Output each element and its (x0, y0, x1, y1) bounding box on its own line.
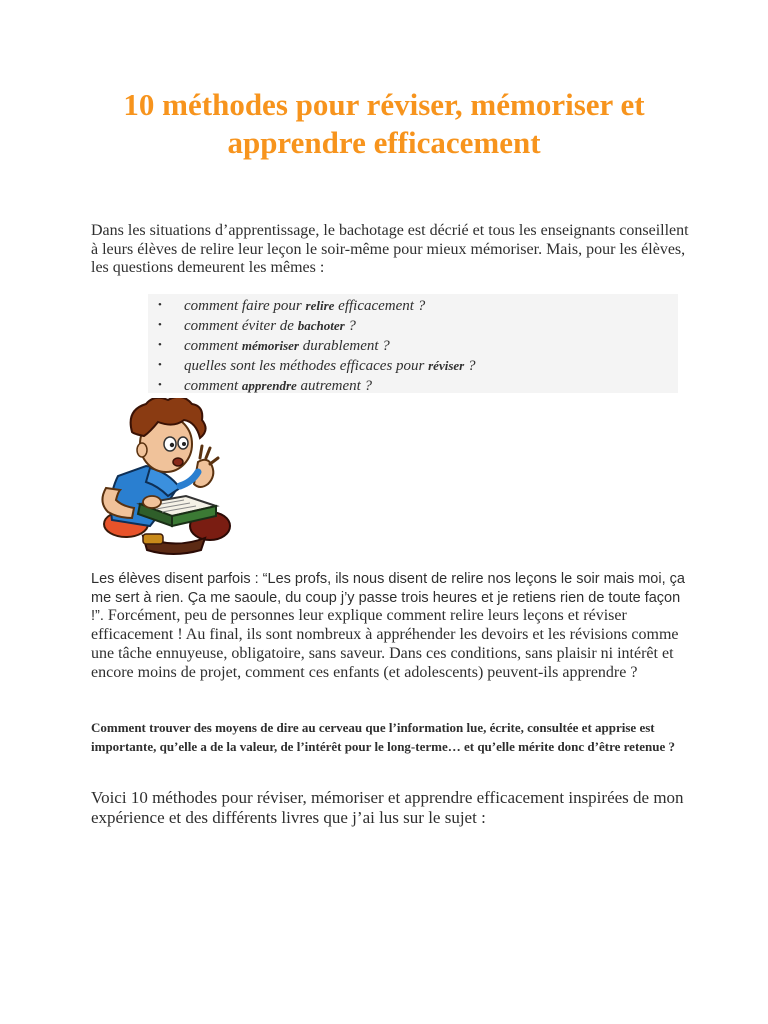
question-keyword: bachoter (297, 318, 345, 333)
paragraph-rest: Forcément, peu de personnes leur explique comment relire leurs leçons et réviser efficacement ! Au final, ils sont nombreux à appréhender les devoirs et les révisions comme une tâche ennuyeuse, obligatoire, sans saveur. Dans ces conditions, sans plaisir ni intérêt et encore moins de projet, comment ces enfants (et adolescents) peuvent-ils apprendre ? (91, 607, 679, 681)
question-text: durablement ? (298, 338, 390, 354)
bullet-icon: • (158, 359, 162, 371)
questions-list (148, 294, 678, 393)
question-keyword: relire (305, 298, 335, 313)
page-title: 10 méthodes pour réviser, mémoriser et apprendre efficacement (123, 87, 645, 160)
question-text: efficacement ? (334, 298, 426, 314)
question-text: comment éviter de (184, 318, 298, 334)
question-text: ? (344, 318, 356, 334)
methods-intro: Voici 10 méthodes pour réviser, mémoriser et apprendre efficacement inspirées de mon expérience et des différents livres que j’ai lus sur le sujet : (91, 788, 684, 827)
question-text: autrement ? (296, 378, 373, 394)
bullet-icon: • (158, 319, 162, 331)
question-keyword: apprendre (241, 378, 297, 393)
question-keyword: réviser (428, 358, 465, 373)
intro-paragraph: Dans les situations d’apprentissage, le bachotage est décrié et tous les enseignants conseillent à leurs élèves de relire leur leçon le soir-même pour mieux mémoriser. Mais, pour les élèves, les questions demeurent les mêmes : (91, 222, 689, 276)
list-item (148, 316, 678, 336)
question-text: comment (184, 378, 242, 394)
bullet-icon: • (158, 299, 162, 311)
question-keyword: mémoriser (241, 338, 299, 353)
list-item (148, 356, 678, 376)
list-item (148, 376, 678, 396)
key-question: Comment trouver des moyens de dire au cerveau que l’information lue, écrite, consultée et apprise est importante, qu’elle a de la valeur, de l’intérêt pour le long-terme… et qu’elle mérite donc d’être retenue ? (91, 720, 676, 754)
question-text: comment (184, 338, 242, 354)
students-say-paragraph (91, 570, 691, 682)
bullet-icon: • (158, 379, 162, 391)
question-text: ? (464, 358, 476, 374)
question-text: quelles sont les méthodes efficaces pour (184, 358, 429, 374)
bullet-icon: • (158, 339, 162, 351)
student-quote: Les élèves disent parfois : “Les profs, ils nous disent de relire nos leçons le soir mais moi, ça me sert à rien. Ça me saoule, du coup j’y passe trois heures et je retiens rien de toute façon !”. (91, 571, 685, 625)
list-item (148, 336, 678, 356)
list-item (148, 296, 678, 316)
question-text: comment faire pour (184, 298, 306, 314)
student-reading-book-illustration-icon (88, 398, 238, 556)
